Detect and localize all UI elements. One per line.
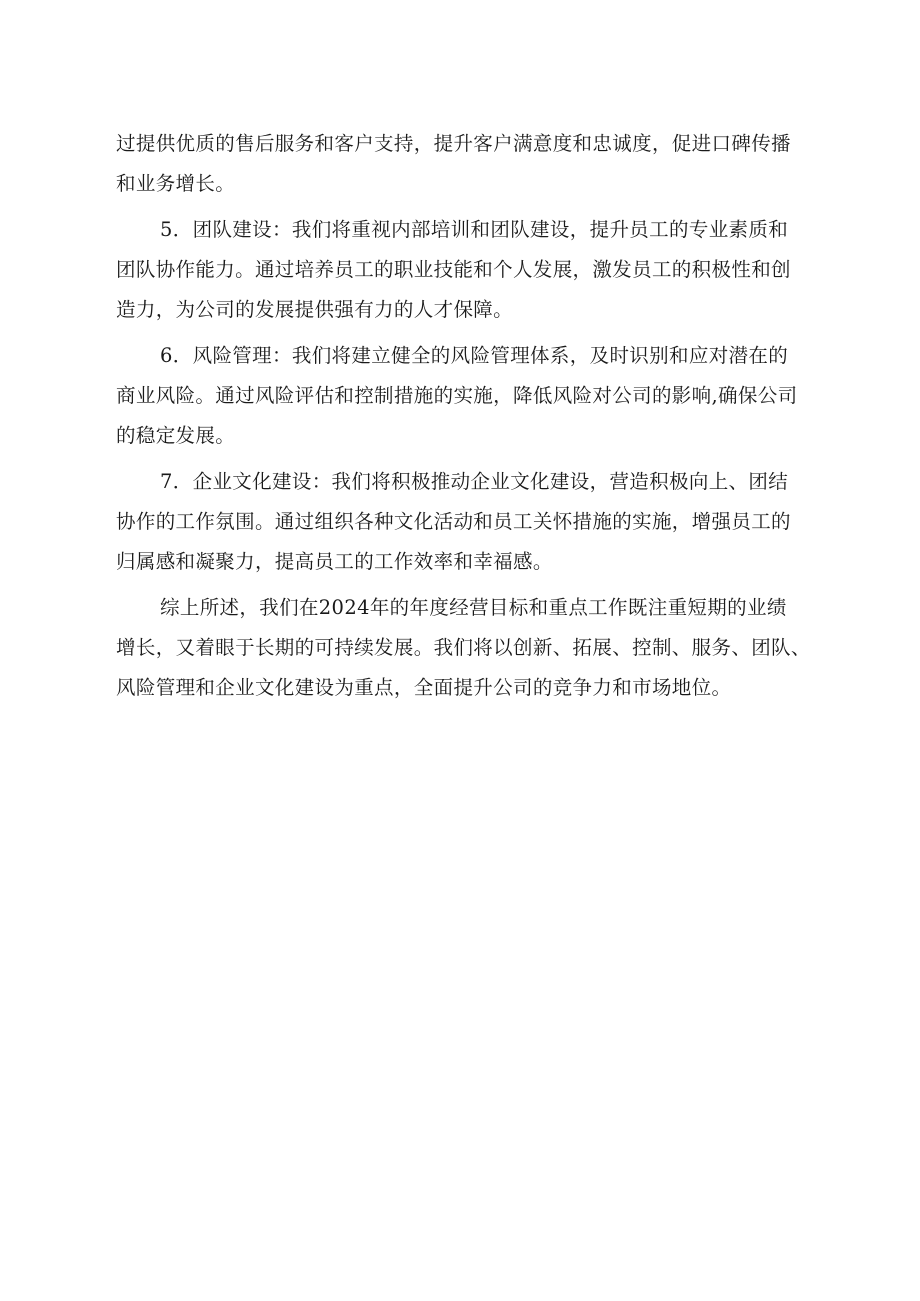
text-line: 造力，为公司的发展提供强有力的人才保障。	[116, 298, 514, 321]
text-line: 归属感和凝聚力，提高员工的工作效率和幸福感。	[116, 550, 553, 573]
paragraph-risk-management	[116, 336, 820, 456]
text-line: 综上所述，我们在2024年的年度经营目标和重点工作既注重短期的业绩	[160, 596, 787, 619]
text-line: 5．团队建设：我们将重视内部培训和团队建设，提升员工的专业素质和	[160, 218, 789, 241]
paragraph-team-building	[116, 210, 820, 330]
text-line: 协作的工作氛围。通过组织各种文化活动和员工关怀措施的实施，增强员工的	[116, 510, 791, 533]
text-line: 6．风险管理：我们将建立健全的风险管理体系，及时识别和应对潜在的	[160, 344, 789, 367]
text-line: 风险管理和企业文化建设为重点，全面提升公司的竞争力和市场地位。	[116, 676, 732, 699]
text-line: 商业风险。通过风险评估和控制措施的实施，降低风险对公司的影响,确保公司	[116, 384, 798, 407]
text-line: 增长，又着眼于长期的可持续发展。我们将以创新、拓展、控制、服务、团队、	[116, 636, 811, 659]
document-body	[116, 124, 820, 708]
text-line: 团队协作能力。通过培养员工的职业技能和个人发展，激发员工的积极性和创	[116, 258, 791, 281]
text-line: 和业务增长。	[116, 172, 236, 195]
text-line: 7．企业文化建设：我们将积极推动企业文化建设，营造积极向上、团结	[160, 470, 789, 493]
paragraph-customer-service-continuation	[116, 124, 820, 204]
text-line: 的稳定发展。	[116, 424, 236, 447]
paragraph-corporate-culture	[116, 462, 820, 582]
paragraph-summary	[116, 588, 820, 708]
text-line: 过提供优质的售后服务和客户支持，提升客户满意度和忠诚度，促进口碑传播	[116, 132, 791, 155]
